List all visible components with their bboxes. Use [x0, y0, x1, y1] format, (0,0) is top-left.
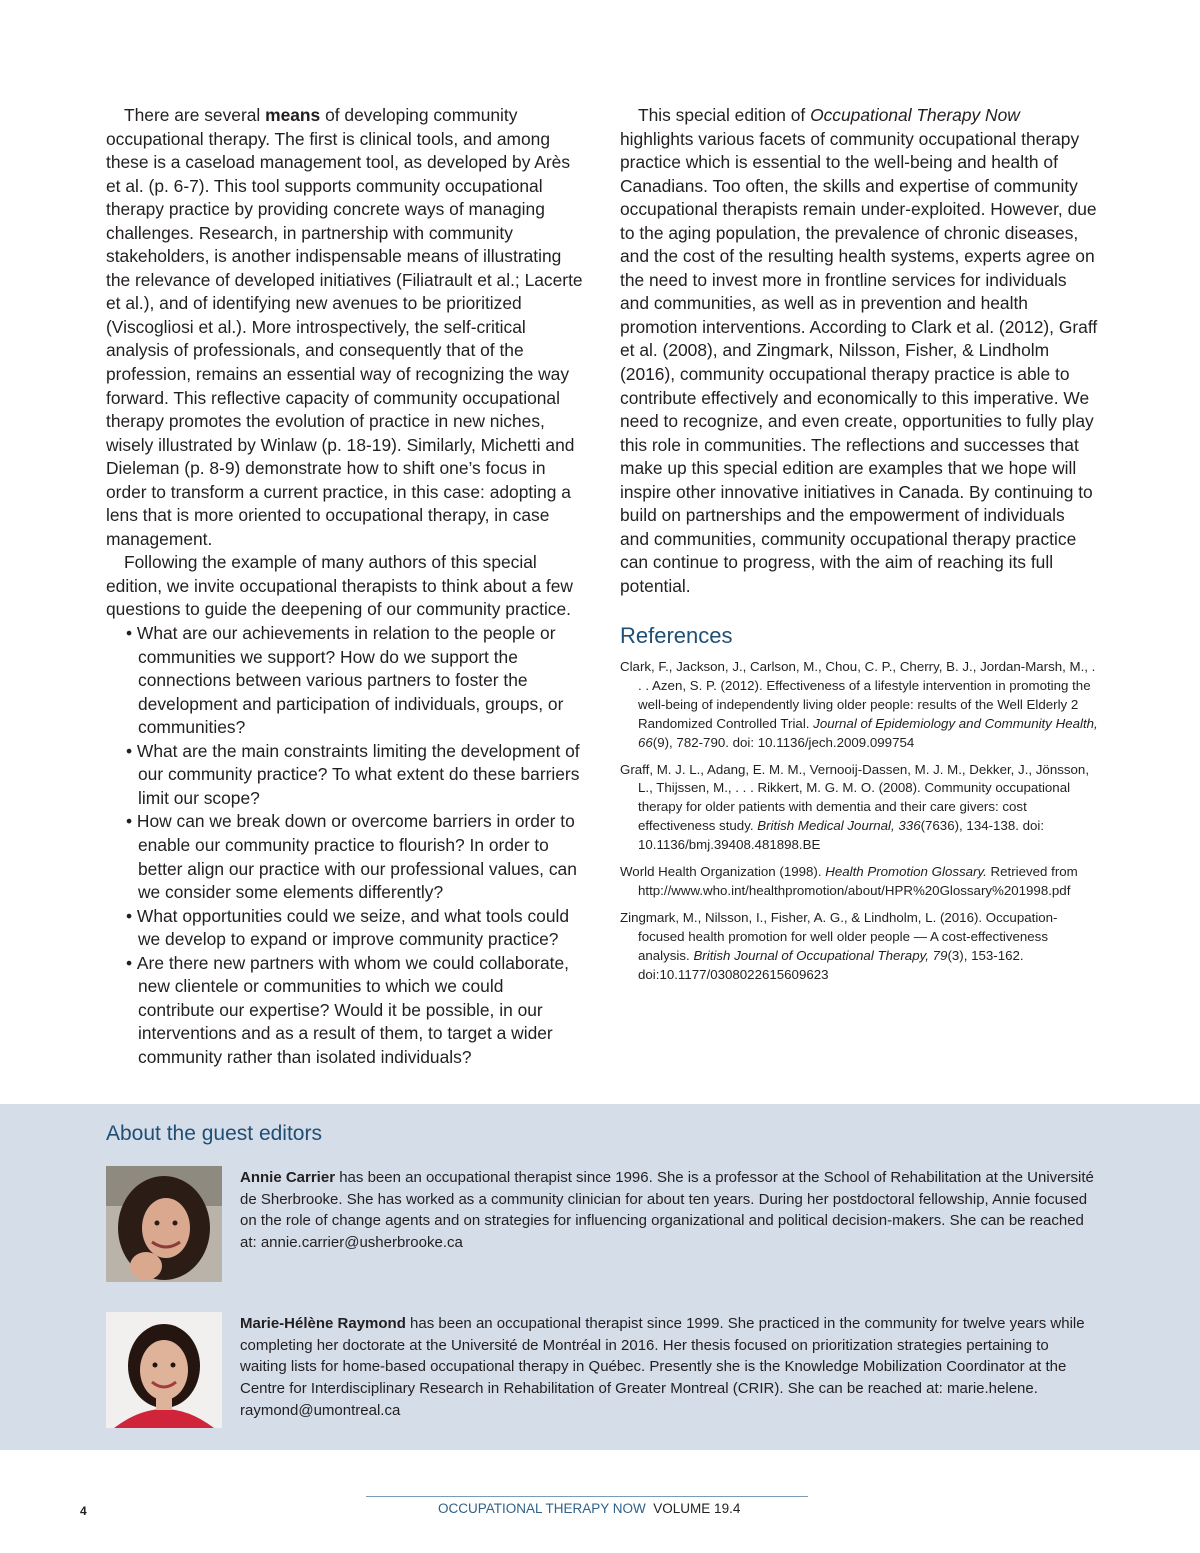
- editor-bio-annie-carrier: [240, 1167, 1095, 1254]
- editor-photo-annie-carrier: [106, 1166, 222, 1282]
- volume-label: VOLUME 19.4: [653, 1501, 741, 1516]
- editor-bio-text: has been an occupational therapist since 1996. She is a professor at the School of Rehabilitation at the Université de Sherbrooke. She has worked as a community clinician for about ten years. During her postdoctoral fellowship, Annie focused on the role of change agents and on strategies for influencing organizational and political decision-makers. She can be reached at: annie.carrier@usherbrooke.ca: [240, 1169, 1094, 1252]
- footer-rule: [366, 1496, 808, 1497]
- editor-photo-marie-helene-raymond: [106, 1312, 222, 1428]
- question-item: • Are there new partners with whom we could collaborate, new clientele or communities to which we could contribute our expertise? Would it be possible, in our interventions and as a result of them, to target a wider community rather than isolated individuals?: [120, 952, 584, 1070]
- reference-source: Journal of Epidemiology and Community Health, 66: [638, 715, 1098, 750]
- editor-bio-marie-helene-raymond: [240, 1313, 1095, 1422]
- running-footer: [438, 1501, 740, 1516]
- paragraph-text: of developing community occupational therapy. The first is clinical tools, and among these is a caseload management tool, as developed by Arès et al. (p. 6-7). This tool supports community occupational therapy practice by providing concrete ways of managing challenges. Research, in partnership with community stakeholders, is another indispensable means of illustrating the relevance of developed initiatives (Filiatrault et al.; Lacerte et al.), and of identifying new avenues to be prioritized (Viscogliosi et al.). More introspectively, the self-critical analysis of professionals, and consequently that of the profession, remains an essential way of recognizing the way forward. This reflective capacity of community occupational therapy promotes the evolution of practice in new niches, wisely illustrated by Winlaw (p. 18-19). Similarly, Michetti and Dieleman (p. 8-9) demonstrate how to shift one’s focus in order to transform a current practice, in this case: adopting a lens that is more oriented to occupational therapy, in case management.: [106, 105, 583, 549]
- paragraph-questions-intro: Following the example of many authors of this special edition, we invite occupational therapists to think about a few questions to guide the deepening of our community practice.: [106, 552, 573, 620]
- editor-name: Marie-Hélène Raymond: [240, 1315, 406, 1332]
- reference-item: [620, 761, 1098, 856]
- editor-bio-text: has been an occupational therapist since 1999. She practiced in the community for twelve years while completing her doctorate at the Université de Montréal in 2016. Her thesis focused on prioritization strategies pertaining to waiting lists for home-based occupational therapy in Québec. Presently she is the Knowledge Mobilization Coordinator at the Centre for Interdisciplinary Research in Rehabilitation of Greater Montreal (CRIR). She can be reached at: marie.helene. raymond@umontreal.ca: [240, 1315, 1085, 1419]
- paragraph-text: This special edition of: [638, 105, 811, 125]
- reference-item: [620, 863, 1098, 901]
- publication-name: OCCUPATIONAL THERAPY NOW: [438, 1501, 646, 1516]
- reference-text: Clark, F., Jackson, J., Carlson, M., Chou, C. P., Cherry, B. J., Jordan-Marsh, M., . . . Azen, S. P. (2012). Effectiveness of a lifestyle intervention in promoting the well-being of independently living older people: results of the Well Elderly 2 Randomized Controlled Trial.: [620, 659, 1096, 731]
- reference-item: [620, 909, 1098, 985]
- paragraph-text: There are several: [124, 105, 266, 125]
- paragraph-means: [106, 104, 584, 551]
- reference-item: [620, 658, 1098, 753]
- reference-text: (9), 782-790. doi: 10.1136/jech.2009.099754: [652, 734, 915, 750]
- question-item: • What are our achievements in relation to the people or communities we support? How do we support the connections between various partners to foster the development and participation of individuals, groups, or communities?: [120, 622, 584, 740]
- question-item: • What opportunities could we seize, and what tools could we develop to expand or improve community practice?: [120, 905, 584, 952]
- reference-source: British Journal of Occupational Therapy, 79: [693, 947, 948, 963]
- portrait-image: [106, 1312, 222, 1428]
- reference-text: (3), 153-162. doi:10.1177/0308022615609623: [638, 947, 1024, 982]
- left-column: [106, 104, 584, 1069]
- paragraph-special-edition: [620, 104, 1098, 598]
- question-item: • How can we break down or overcome barriers in order to enable our community practice to flourish? In order to better align our practice with our professional values, can we consider some elements differently?: [120, 810, 584, 904]
- references-heading: References: [620, 623, 733, 649]
- reference-list: [620, 658, 1098, 985]
- reference-link[interactable]: Retrieved from http://www.who.int/healthpromotion/about/HPR%20Glossary%201998.pdf: [638, 864, 1078, 898]
- question-item: • What are the main constraints limiting the development of our community practice? To what extent do these barriers limit our scope?: [120, 740, 584, 811]
- portrait-image: [106, 1166, 222, 1282]
- publication-title: Occupational Therapy Now: [810, 105, 1020, 125]
- emphasis-means: means: [265, 105, 321, 125]
- right-column: [620, 104, 1098, 993]
- question-list: [106, 622, 584, 1069]
- editor-name: Annie Carrier: [240, 1169, 336, 1186]
- reference-text: Graff, M. J. L., Adang, E. M. M., Vernooij-Dassen, M. J. M., Dekker, J., Jönsson, L., Thijssen, M., . . . Rikkert, M. G. M. O. (2008). Community occupational therapy for older patients with dementia and their care givers: cost effectiveness study.: [620, 761, 1090, 834]
- reference-text: (7636), 134-138. doi: 10.1136/bmj.39408.481898.BE: [638, 818, 1045, 853]
- reference-text: World Health Organization (1998).: [620, 864, 826, 880]
- paragraph-text: highlights various facets of community occupational therapy practice which is essential to the well-being and health of Canadians. Too often, the skills and expertise of community occupational therapists remain under-exploited. However, due to the aging population, the prevalence of chronic diseases, and the cost of the resulting health systems, experts agree on the need to invest more in frontline services for individuals and communities, as well as in prevention and health promotion interventions. According to Clark et al. (2012), Graff et al. (2008), and Zingmark, Nilsson, Fisher, & Lindholm (2016), community occupational therapy practice is able to contribute effectively and economically to this imperative. We need to recognize, and even create, opportunities to fully play this role in communities. The reflections and successes that make up this special edition are examples that we hope will inspire other innovative initiatives in Canada. By continuing to build on partnerships and the empowerment of individuals and communities, community occupational therapy practice can continue to progress, with the aim of reaching its full potential.: [620, 128, 1098, 596]
- reference-source: British Medical Journal, 336: [757, 818, 921, 834]
- guest-editors-title: About the guest editors: [106, 1122, 322, 1145]
- reference-source: Health Promotion Glossary.: [825, 864, 987, 880]
- page-number: 4: [80, 1504, 87, 1518]
- reference-text: Zingmark, M., Nilsson, I., Fisher, A. G., & Lindholm, L. (2016). Occupation-focused health promotion for well older people — A cost-effectiveness analysis.: [620, 909, 1058, 963]
